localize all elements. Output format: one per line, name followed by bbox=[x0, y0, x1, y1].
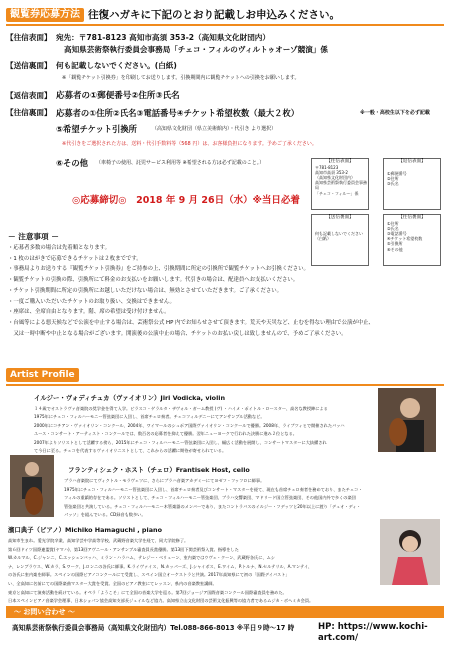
artist-3-bio: 高知市生まれ。愛光学院卒業、高知学芸中学高等学校、武蔵野音楽大学を経て、同大学院修了。 第６回ドイツ国際連盟賞(ヤマハ)、第13回アヴニール・アンサンブル審査員長賞優勝。第13回下関芸術祭入賞。指導をした W.カルマル、C.ジャンニ、C.エッシェンバッハ、ミラン・ハラハム、テレジー・ベリューン、室内楽ではウヴェ・クーン、武蔵野各氏に、ムシ ナ、レンブラウス、W.カラ、S.ワーク、J.ロンニの各氏に師事。K.ライヴァイス、N.カッパーズ、J.シャイボス、E.ワイム、P.トルナ、N.セルテリル、A.マンテイ、 の各氏に室内楽を師事。スペインの国際ピアノコンクールにて受賞し、スペイン国立オーケストラと共演。2017年高知県にて初の「国際デイバスト」 い、全高知に名前にての国際楽曲マスター大賞を受賞。全国のピアノ教室にてレッスン、県内の音楽教室講師。 東京と高知にて演奏活動を続けている。オペラ「ようこそ」にて全国の音楽大学を巡る。第7回ジョージア国際音楽コンクール国際審査員を務めた。 日本スペインピアノ音楽学会理事、日本ショパン協会高知支部長ジュイルなど協力。高知県立山文化財団の芸術文化振興等の協力者であるムジカ・ボヘミカ会員。 bbox=[8, 538, 314, 604]
send-back-text: 何も記載しないでください。(白紙) bbox=[56, 61, 177, 70]
contact-hp-link[interactable]: HP: https://www.kochi-art.com/ bbox=[318, 622, 428, 643]
item5-text: ⑤希望チケット引換所 bbox=[56, 124, 137, 134]
cellist-portrait-icon bbox=[10, 455, 54, 517]
pianist-portrait-icon bbox=[380, 519, 440, 585]
note-item: ・一度ご購入いただいたチケットのお取り扱い、交換はできません。 bbox=[8, 298, 175, 305]
send-front-line2: 高知県芸術祭執行委員会事務局「チェコ・フィルのヴィルトゥオーゾ競演」係 bbox=[64, 45, 328, 54]
postcard-send-back2: 【往信裏面】 ①住所 ②氏名 ③電話番号 ④チケット希望枚数 ⑤引換所 ⑥その他 bbox=[383, 214, 441, 266]
postcard-return-front: 【返信表面】 ①郵便番号 ②住所 ③氏名 bbox=[383, 158, 441, 210]
artist-1-bio: １４歳でオストラヴァ音楽院の奨学金を得て入学。ピラスコ・ゲラルタ・ザヴォル・ガーム教授 (ヴ) ・ハイメ・ポイトル・ロースター、高名な教授陣による 1975年にチェコ・フィルハーモニー管弦楽団に入団し、首席チェロ奏者。チェコフィルデニーにてアンサンブル活動など。 2000年にコチアン・ヴァイオリン・コンクール、2004年、ワイマールのシュポア国際ヴァイオリン・コンクールで優勝。2008年、ライプツィヒで開催されたバッハ ユース・コンサート・アーティスト・コンクールでは、数百名の応募者を抑えて優勝。翌年ニューヨークで行われた決勝に進み２位となる。 2007年よりソリストとして活躍する傍ら、2015年にチェコ・フィルハーモニー管弦楽団に入団し、幅広く活動を展開し、コンサートマスターに大抜擢され て今日に至る。チェコを代表するヴァイオリニストとして、これからの活躍に期待が寄せられている。 bbox=[34, 406, 345, 454]
send-back-label: 【送信裏面】 bbox=[6, 61, 52, 70]
return-front-label: 【返信表面】 bbox=[6, 91, 52, 100]
note-item: ・チケット引換期間に所定の引換所にお越しいただけない場合は、無効とさせていただきます。ご了承ください。 bbox=[8, 287, 283, 294]
postcard-title: 【返信表面】 bbox=[398, 159, 426, 164]
send-back2-text: 応募者の①住所②氏名③電話番号④チケット希望枚数（最大２枚） bbox=[56, 108, 300, 118]
send-back-note: ※「観覧チケット引換券」を印刷してお送りします。引換期間内に観覧チケットへの引換をお願いします。 bbox=[62, 75, 300, 81]
postcard-title: 【送信裏面】 bbox=[326, 215, 354, 220]
item6-note: （車椅子の使用、託児サービス利用等 ※希望される方は必ず記載のこと。） bbox=[96, 160, 265, 166]
item5-note: （高知県文化財団（県立美術館内）・代引き より選択） bbox=[152, 126, 277, 132]
note-item: ・応募者多数の場合は先着順となります。 bbox=[8, 245, 110, 251]
artist-3-name: 濱口典子（ピアノ）Michiko Hamaguchi , piano bbox=[8, 526, 162, 534]
postcard-send-back: 【送信裏面】 何も記載しないでください （白紙） bbox=[311, 214, 369, 266]
violinist-portrait-icon bbox=[378, 388, 436, 452]
deadline: ◎応募締切◎ 2018 年 9 月 26日（水）※当日必着 bbox=[72, 195, 300, 206]
postcard-title: 【往信表面】 bbox=[326, 159, 354, 164]
section-badge: 観覧券応募方法 bbox=[6, 8, 84, 22]
divider bbox=[6, 24, 444, 26]
notes-title: － 注意事項 － bbox=[8, 232, 59, 241]
send-front-line1: 宛先：〒781-8123 高知市高須 353-2（高知県文化財団内） bbox=[56, 33, 270, 42]
note-item: 又は一時中断や中止となる場合がございます。開演後の公演中止の場合、チケットのお払い戻しは致しませんので、予めご了承ください。 bbox=[8, 330, 347, 337]
send-back2-note: ※一般・高校生以下を必ず記載 bbox=[360, 110, 430, 116]
note-item: ・台風等による悪天候などで公演を中止する場合は、芸術祭公式 HP 内でお知らせさせて頂きます。荒天や天災など、止むを得ない理由で公演が中止、 bbox=[8, 319, 374, 326]
postcard-send-front: 【往信表面】 〒781-8123 高知市高須 353-2 （高知県文化財団内） 高知県芸術祭執行委員会事務局 「チェコ・フィル～」係 bbox=[311, 158, 369, 210]
note-item: ・観覧チケットの引換の際、引換所にて料金のお支払いをお願いします。代引きの場合は、配達員へお支払いください。 bbox=[8, 277, 299, 284]
note-item: ・座席は、全席自由となります。階、席の希望は受け付けません。 bbox=[8, 309, 170, 316]
item6-text: ⑥その他 bbox=[56, 158, 88, 168]
postcard-title: 【往信裏面】 bbox=[398, 215, 426, 220]
notes-list bbox=[8, 243, 444, 339]
artist-2-photo bbox=[10, 455, 54, 517]
item5-warning: ※代引きをご選択された方は、送料・代引手数料等（568 円）は、お客様負担になります。予めご了承ください。 bbox=[62, 141, 317, 147]
send-back2-label: 【往信裏面】 bbox=[6, 108, 52, 117]
send-front-label: 【往信表面】 bbox=[6, 33, 52, 42]
note-item: ・事務局よりお送りする『観覧チケット引換券』をご持参の上、引換期間に所定の引換所で観覧チケットへお引換ください。 bbox=[8, 266, 309, 273]
note-item: ・1 枚のはがきで応募できるチケットは２枚までです。 bbox=[8, 255, 142, 262]
artist-profile-badge: Artist Profile bbox=[6, 368, 79, 382]
divider bbox=[6, 384, 444, 386]
artist-3-photo bbox=[380, 519, 440, 585]
return-front-text: 応募者の①郵便番号②住所③氏名 bbox=[56, 91, 180, 101]
artist-2-name: フランティシェク・ホスト（チェロ）Frantisek Host, cello bbox=[68, 466, 250, 474]
artist-2-bio: プラハ音楽院にてヴィクトル・モラヴェツに、さらにプラハ音楽アカデミーにてヨゼフ・フッフロに師事。 1975年にチェコ・フィルハーモニー管弦楽団に入団し、首席チェロ奏者及びコンサート・マスターを経て、現在も首席チェロ奏者を務めており、またチェコ・ フィルの重鎮的存在である。ソリストとして、チェコ・フィルハーモニー管弦楽団、プラハ交響楽団、マドリード国立管弦楽団、その他国内外で多くの楽団 管弦楽団と共演している。チェコ・フィルハーモニー木管楽器のメンバーであり、またコントラバスのイルジー・フデッツと20年以上に渡り「デュオ・ディ・ パッソ」を組んでいる。CD録音も数多い。 bbox=[64, 478, 363, 518]
contact-title-bar bbox=[6, 606, 444, 618]
contact-text: 高知県芸術祭執行委員会事務局（高知県文化財団内）Tel.088-866-8013 ※平日９時～17 時 bbox=[12, 624, 295, 632]
header-title: 往復ハガキに下記のとおり記載しお申込みください。 bbox=[88, 9, 340, 21]
artist-1-name: イルジー・ヴォディチュカ（ヴァイオリン）Jiri Vodicka, violin bbox=[34, 394, 226, 402]
artist-1-photo bbox=[378, 388, 436, 452]
contact-title: ～ お問い合わせ ～ bbox=[14, 608, 75, 616]
